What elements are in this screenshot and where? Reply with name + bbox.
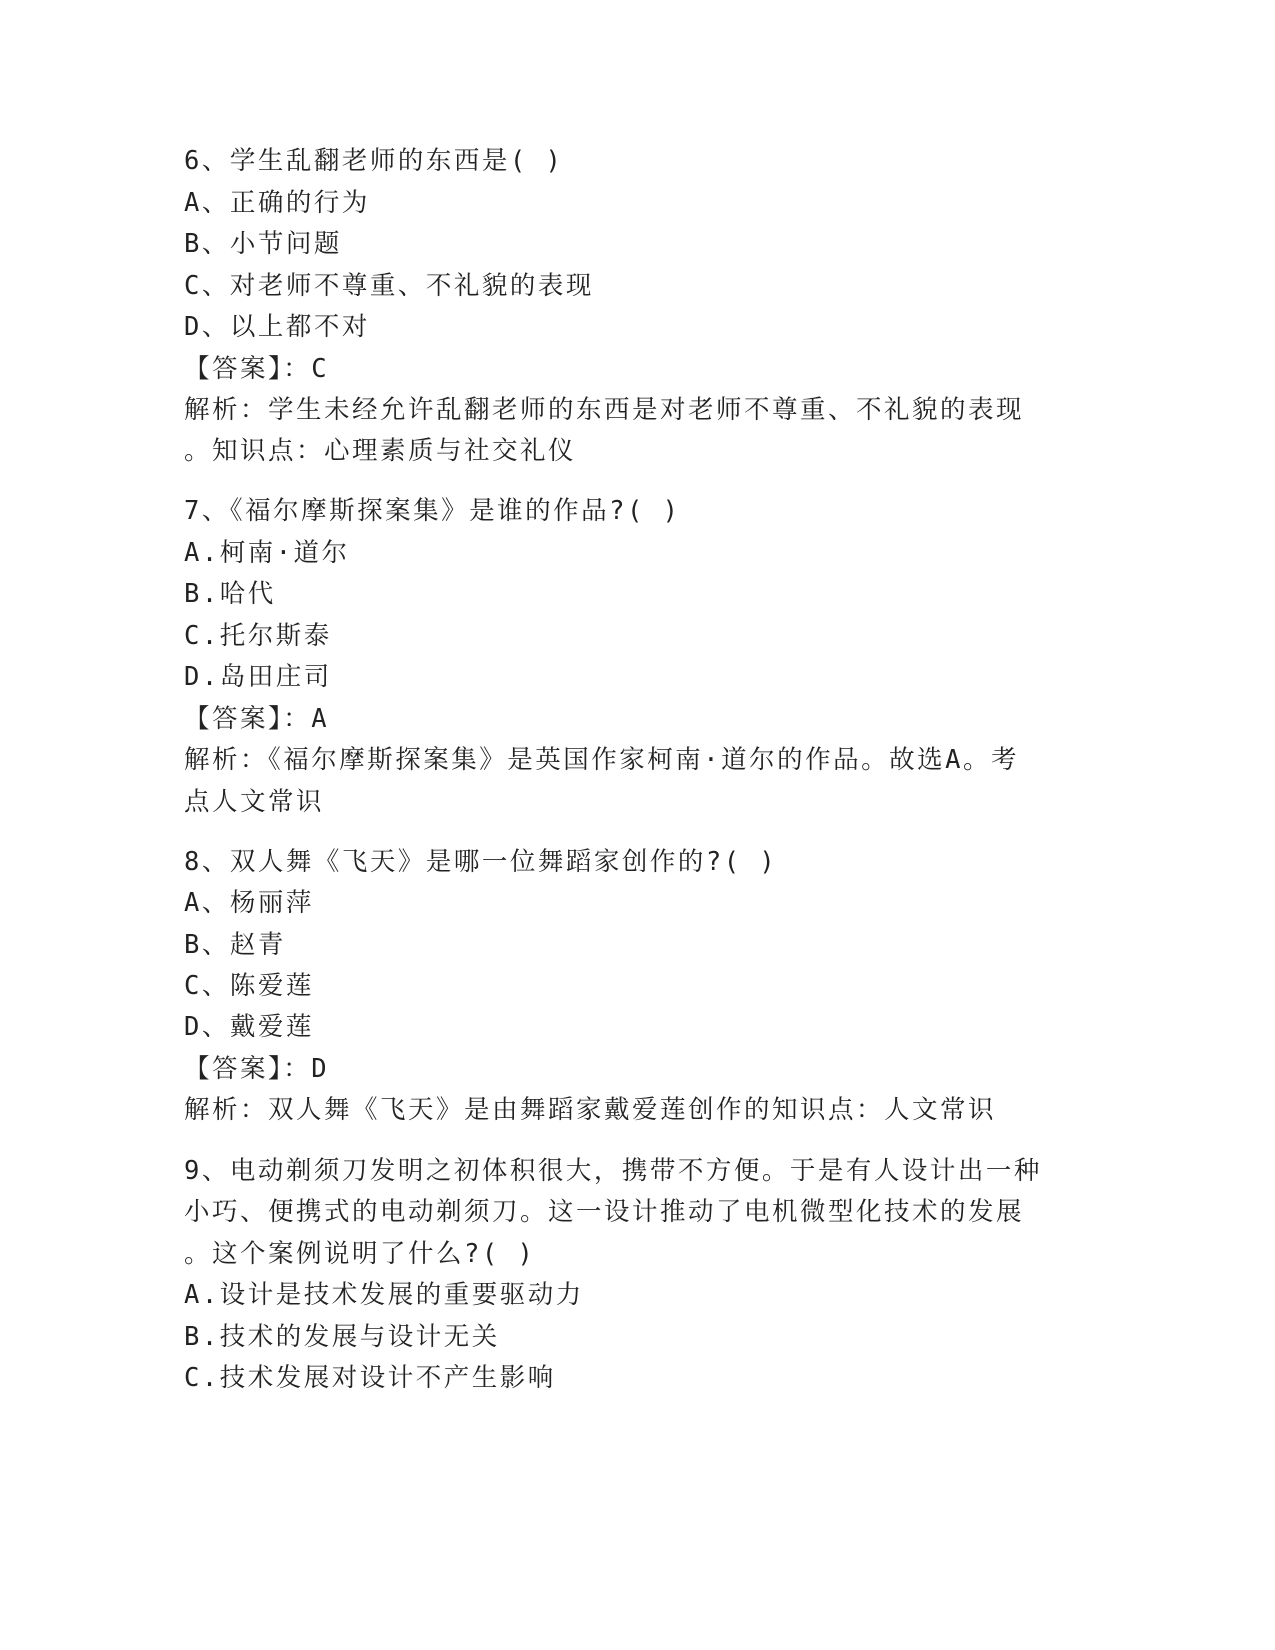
question-6-option-d: D、以上都不对: [184, 312, 370, 342]
question-7-stem: 7、《福尔摩斯探案集》是谁的作品?( ): [184, 496, 681, 526]
question-9-option-c: C.技术发展对设计不产生影响: [184, 1363, 556, 1393]
question-8-option-a: A、杨丽萍: [184, 888, 314, 918]
question-8-option-b: B、赵青: [184, 930, 286, 960]
question-8-analysis-line-1: 解析：双人舞《飞天》是由舞蹈家戴爱莲创作的知识点：人文常识: [184, 1095, 997, 1125]
question-8-option-d: D、戴爱莲: [184, 1012, 314, 1042]
question-6-answer: 【答案】：C: [184, 354, 330, 384]
question-6-option-a: A、正确的行为: [184, 188, 370, 218]
question-6-analysis-line-2: 。知识点：心理素质与社交礼仪: [184, 436, 577, 466]
question-6-option-c: C、对老师不尊重、不礼貌的表现: [184, 271, 594, 301]
question-9-stem-line-2: 小巧、便携式的电动剃须刀。这一设计推动了电机微型化技术的发展: [184, 1197, 1025, 1227]
question-6-stem: 6、学生乱翻老师的东西是( ): [184, 146, 564, 176]
question-8-option-c: C、陈爱莲: [184, 971, 314, 1001]
question-7-option-a: A.柯南·道尔: [184, 538, 350, 568]
question-7-analysis-line-1: 解析：《福尔摩斯探案集》是英国作家柯南·道尔的作品。故选A。考: [184, 745, 1019, 775]
question-9-option-b: B.技术的发展与设计无关: [184, 1322, 500, 1352]
question-8-answer: 【答案】：D: [184, 1054, 330, 1084]
question-6-option-b: B、小节问题: [184, 229, 342, 259]
question-7-answer: 【答案】：A: [184, 704, 330, 734]
question-7-option-c: C.托尔斯泰: [184, 621, 332, 651]
question-9-stem-line-3: 。这个案例说明了什么?( ): [184, 1239, 536, 1269]
question-7-analysis-line-2: 点人文常识: [184, 787, 325, 817]
question-7-option-b: B.哈代: [184, 579, 276, 609]
question-8-stem: 8、双人舞《飞天》是哪一位舞蹈家创作的?( ): [184, 847, 778, 877]
question-9-option-a: A.设计是技术发展的重要驱动力: [184, 1280, 584, 1310]
question-6-analysis-line-1: 解析：学生未经允许乱翻老师的东西是对老师不尊重、不礼貌的表现: [184, 395, 1025, 425]
question-9-stem-line-1: 9、电动剃须刀发明之初体积很大，携带不方便。于是有人设计出一种: [184, 1156, 1042, 1186]
question-7-option-d: D.岛田庄司: [184, 662, 332, 692]
